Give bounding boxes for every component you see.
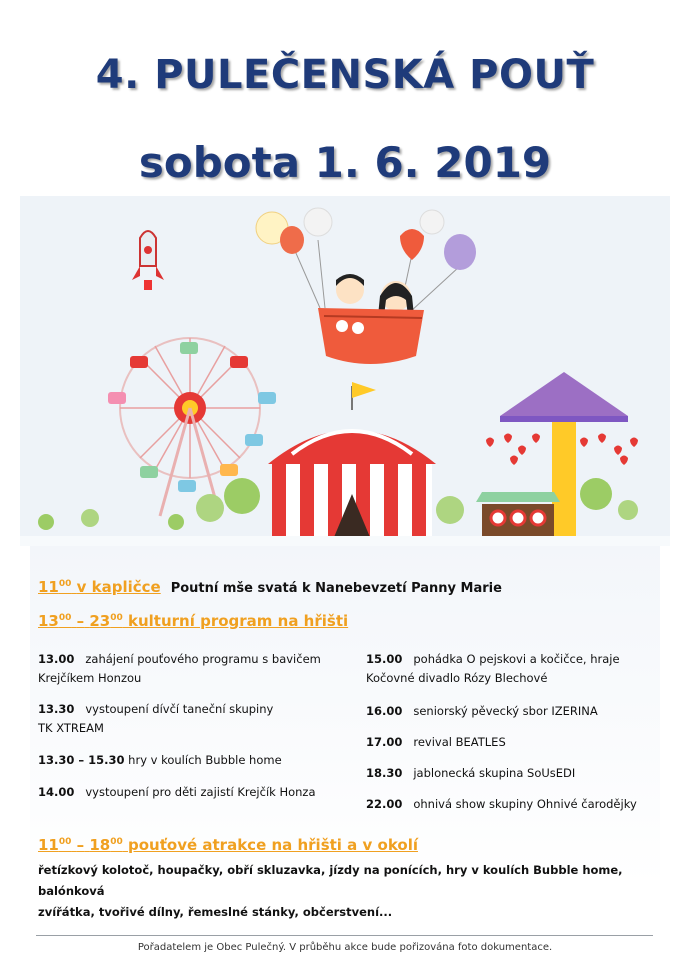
- footer-divider: [36, 935, 653, 936]
- attractions-heading: $11^{00} - 18^{00}$ pouťové atrakce na hřišti a v okolí: [38, 836, 418, 854]
- poster-date: sobota 1. 6. 2019: [138, 138, 552, 187]
- schedule-item: 15.00 pohádka O pejskovi a kočičce, hraje Kočovné divadlo Rózy Blechové: [366, 652, 620, 685]
- program-heading: $13^{00} - 23^{00}$ kulturní program na hřišti: [38, 612, 349, 630]
- schedule-item: 13.00 zahájení pouťového programu s bavičem Krejčíkem Honzou: [38, 652, 321, 685]
- schedule-item: 14.00 vystoupení pro děti zajistí Krejčík Honza: [38, 785, 316, 799]
- schedule-item: 17.00 revival BEATLES: [366, 735, 506, 749]
- poster-title: 4. PULEČENSKÁ POUŤ: [95, 52, 595, 98]
- schedule-item: 13.30 – 15.30 hry v koulích Bubble home: [38, 753, 282, 767]
- schedule-item: 16.00 seniorský pěvecký sbor IZERINA: [366, 704, 598, 718]
- footer-note: Pořadatelem je Obec Pulečný. V průběhu akce bude pořizována foto dokumentace.: [137, 942, 553, 953]
- mass-heading: $11^{00}$ v kapličce Poutní mše svatá k Nanebevzetí Panny Marie: [38, 578, 502, 596]
- schedule-item: 22.00 ohnivá show skupiny Ohnivé čarodějky: [366, 797, 637, 811]
- fair-illustration: [20, 196, 670, 546]
- schedule-item: 18.30 jablonecká skupina SoUsEDI: [366, 766, 576, 780]
- attractions-list: řetízkový kolotoč, houpačky, obří skluzavka, jízdy na ponících, hry v koulích Bubble home, balónková zvířátka, tvořivé dílny, řemeslné stánky, občerstvení...: [38, 863, 623, 919]
- schedule-item: 13.30 vystoupení dívčí taneční skupiny TK XTREAM: [38, 702, 274, 735]
- shooting-stall-icon: [476, 492, 560, 536]
